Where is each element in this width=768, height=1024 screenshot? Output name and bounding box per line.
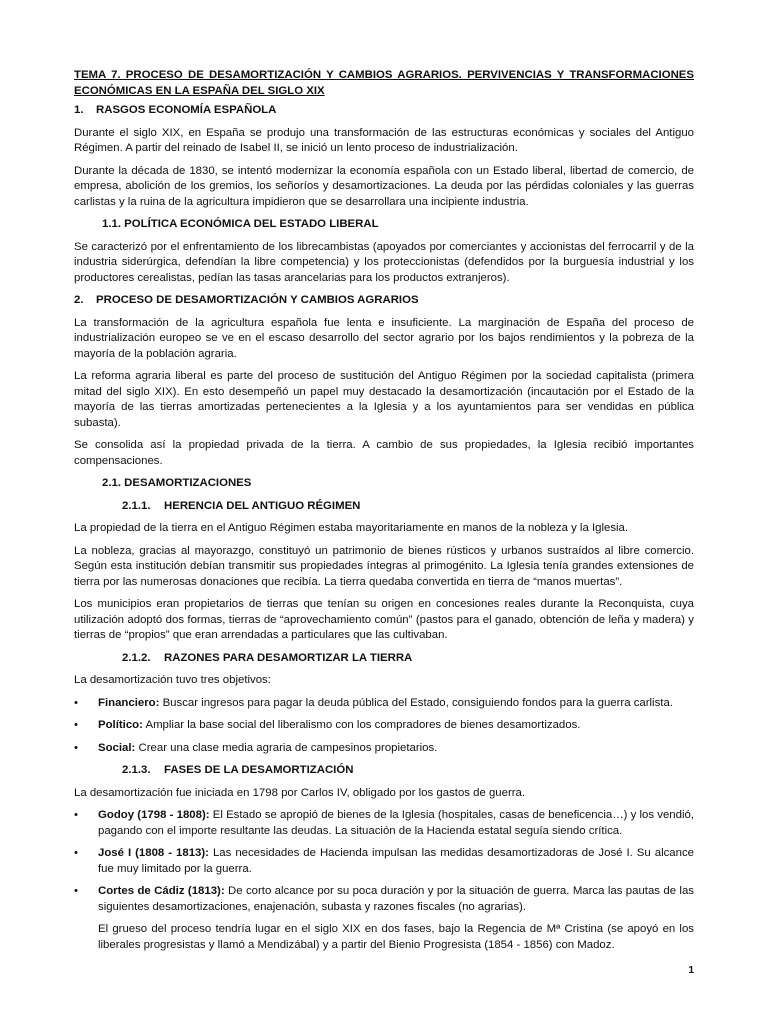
bullet-icon: • (74, 696, 78, 709)
section-title: PROCESO DE DESAMORTIZACIÓN Y CAMBIOS AGRARIOS (96, 294, 419, 306)
list-item (74, 696, 694, 712)
bullet-icon: • (74, 885, 78, 897)
list-item (74, 718, 694, 734)
subsection-2-1-heading: 2.1. DESAMORTIZACIONES (102, 477, 252, 489)
paragraph: La desamortización tuvo tres objetivos: (74, 674, 271, 686)
list-item (74, 884, 694, 915)
phases-list (74, 808, 694, 915)
subsection-1-1-heading: 1.1. POLÍTICA ECONÓMICA DEL ESTADO LIBERAL (102, 218, 379, 230)
item-label: José I (1808 - 1813): (98, 847, 209, 859)
section-number: 2. (74, 294, 84, 306)
page-number: 1 (688, 965, 694, 976)
bullet-icon: • (74, 719, 78, 731)
paragraph: La desamortización fue iniciada en 1798 por Carlos IV, obligado por los gastos de guerra. (74, 786, 526, 799)
bullet-icon: • (74, 809, 78, 821)
paragraph: Se consolida así la propiedad privada de la tierra. A cambio de sus propiedades, la Iglesia recibió importantes compensaciones. (74, 439, 694, 467)
paragraph: La reforma agraria liberal es parte del proceso de sustitución del Antiguo Régimen por la sociedad capitalista (primera mitad del siglo XIX). En esto desempeñó un papel muy destacado la desamortización (incautación por el Estado de la mayoría de las tierras amortizadas pertenecientes a la Iglesia y a los ayuntamientos para ser vendidas en pública subasta). (74, 370, 694, 429)
list-item (74, 741, 694, 757)
item-text: Buscar ingresos para pagar la deuda pública del Estado, consiguiendo fondos para la guerra carlista. (159, 696, 673, 709)
bullet-icon: • (74, 741, 78, 754)
objectives-list (74, 696, 694, 757)
subsection-2-1-1-heading (122, 499, 694, 515)
paragraph: La propiedad de la tierra en el Antiguo Régimen estaba mayoritariamente en manos de la nobleza y la Iglesia. (74, 522, 629, 534)
item-text: Ampliar la base social del liberalismo con los compradores de bienes desamortizados. (142, 719, 581, 731)
section-number: 2.1.2. (122, 651, 151, 664)
item-text: El Estado se apropió de bienes de la Iglesia (hospitales, casas de beneficencia…) y los vendió, pagando con el importe resultante las deudas. La situación de la Hacienda estatal seguía siendo crítica. (98, 809, 694, 837)
subsection-2-1-3-heading (122, 763, 694, 779)
document-title: TEMA 7. PROCESO DE DESAMORTIZACIÓN Y CAMBIOS AGRARIOS. PERVIVENCIAS Y TRANSFORMACIONES ECONÓMICAS EN LA ESPAÑA DEL SIGLO XIX (74, 69, 694, 97)
item-text: De corto alcance por su poca duración y por la situación de guerra. Marca las pautas de las siguientes desamortizaciones, enajenación, subasta y razones fiscales (no agrarias). (98, 885, 694, 913)
section-number: 1. (74, 104, 84, 116)
section-title: HERENCIA DEL ANTIGUO RÉGIMEN (164, 499, 361, 512)
section-title: FASES DE LA DESAMORTIZACIÓN (164, 764, 354, 776)
paragraph: Los municipios eran propietarios de tierras que tenían su origen en concesiones reales durante la Reconquista, cuya utilización adoptó dos formas, tierras de “aprovechamiento común” (pastos para el ganado, obtención de leña y madera) y tierras de “propios” que eran arrendadas a particulares que las cultivaban. (74, 598, 694, 641)
list-item (74, 846, 694, 877)
section-1-heading (74, 103, 694, 119)
item-label: Político: (98, 719, 143, 731)
item-label: Financiero: (98, 696, 160, 709)
paragraph: Se caracterizó por el enfrentamiento de los librecambistas (apoyados por comerciantes y accionistas del ferrocarril y de la industria siderúrgica, defendían la libre competencia) y los proteccionistas (defendidos por la burguesía industrial y los productores cerealistas, pedían las tasas arancelarias para los productos extranjeros). (74, 240, 694, 284)
paragraph: La nobleza, gracias al mayorazgo, constituyó un patrimonio de bienes rústicos y urbanos sustraídos al libre comercio. Según esta institución debían transmitir sus propiedades íntegras al primogénito. La Iglesia tenía grandes extensiones de tierra por las numerosas donaciones que recibía. La tierra quedaba convertida en tierra de “manos muertas”. (74, 544, 694, 588)
section-title: RAZONES PARA DESAMORTIZAR LA TIERRA (164, 651, 413, 664)
list-item (74, 808, 694, 839)
paragraph: La transformación de la agricultura española fue lenta e insuficiente. La marginación de España del proceso de industrialización europeo se ve en el escaso desarrollo del sector agrario por los bajos rendimientos y la pobreza de la mayoría de la población agraria. (74, 316, 694, 360)
item-label: Cortes de Cádiz (1813): (98, 885, 225, 897)
paragraph: El grueso del proceso tendría lugar en el siglo XIX en dos fases, bajo la Regencia de Mª Cristina (se apoyó en los liberales progresistas y llamó a Mendizábal) y a partir del Bienio Progresista (1854 - 1856) con Madoz. (98, 923, 694, 951)
bullet-icon: • (74, 847, 78, 859)
item-text: Las necesidades de Hacienda impulsan las medidas desamortizadoras de José I. Su alcance fue muy limitado por la guerra. (98, 847, 694, 875)
item-label: Social: (98, 741, 136, 754)
section-2-heading (74, 293, 694, 309)
paragraph: Durante la década de 1830, se intentó modernizar la economía española con un Estado liberal, libertad de comercio, de empresa, abolición de los gremios, los señoríos y desamortizaciones. La deuda por las pérdidas coloniales y las guerras carlistas y la ruina de la agricultura impidieron que se desarrollara una incipiente industria. (74, 164, 694, 208)
item-text: Crear una clase media agraria de campesinos propietarios. (135, 741, 438, 754)
section-title: RASGOS ECONOMÍA ESPAÑOLA (96, 104, 277, 116)
subsection-2-1-2-heading (122, 651, 694, 667)
section-number: 2.1.1. (122, 499, 151, 512)
item-label: Godoy (1798 - 1808): (98, 809, 210, 821)
paragraph: Durante el siglo XIX, en España se produjo una transformación de las estructuras económicas y sociales del Antiguo Régimen. A partir del reinado de Isabel II, se inició un lento proceso de industrialización. (74, 126, 694, 154)
section-number: 2.1.3. (122, 764, 151, 776)
